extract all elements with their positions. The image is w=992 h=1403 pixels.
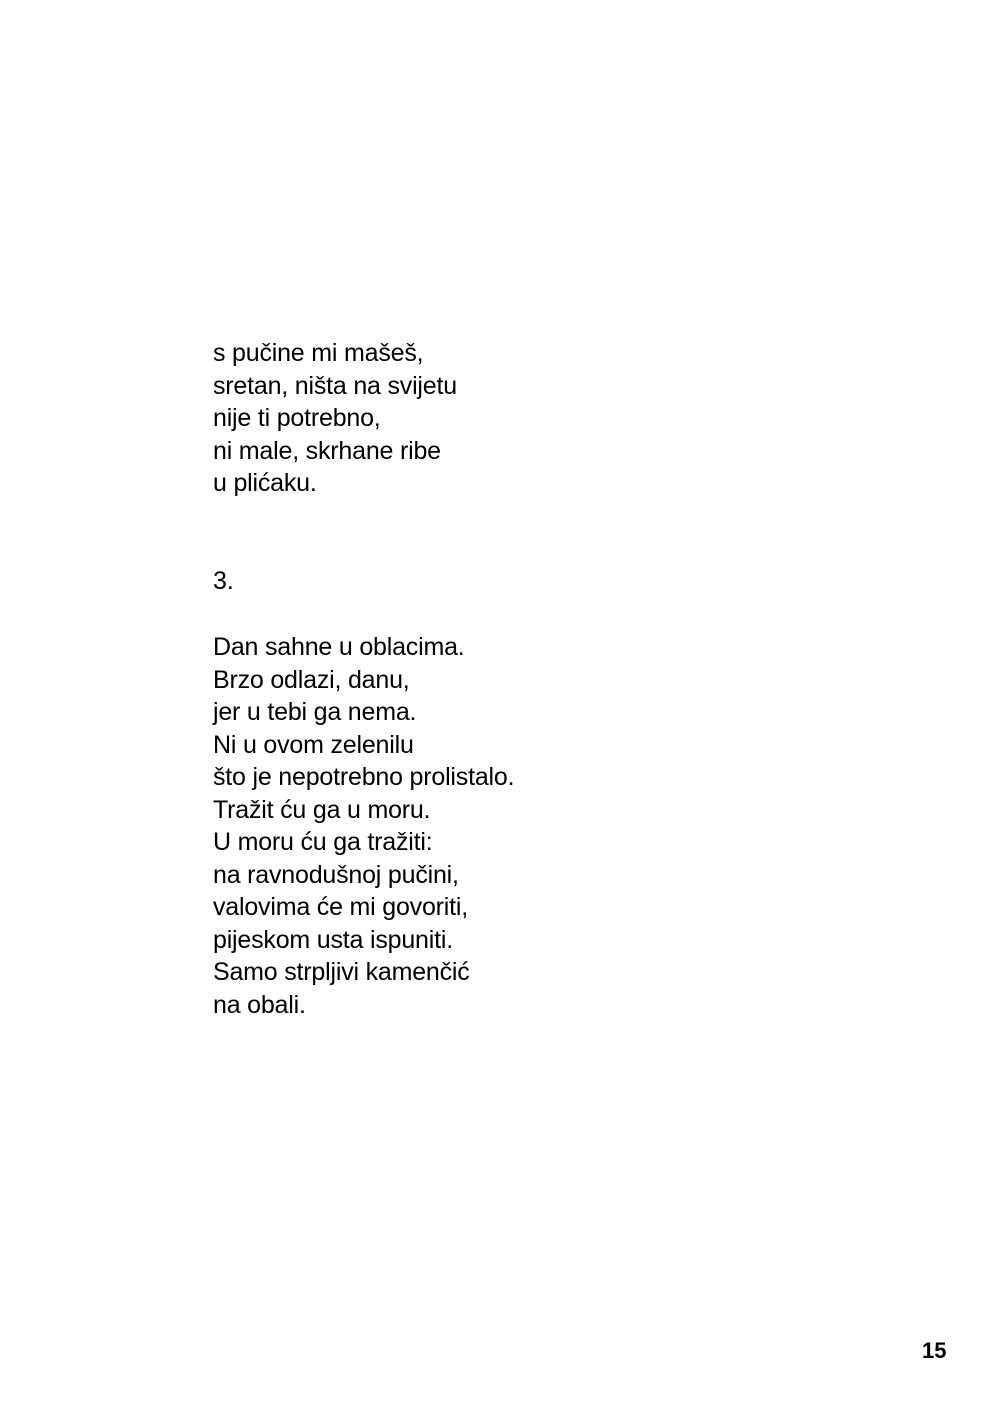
poem-line: što je nepotrebno prolistalo. <box>213 763 515 791</box>
poem-line: jer u tebi ga nema. <box>213 698 417 726</box>
poem-line: pijeskom usta ispuniti. <box>213 925 453 954</box>
page-number: 15 <box>922 1338 947 1363</box>
poem-line: Dan sahne u oblacima. <box>213 633 465 661</box>
poem-line: nije ti potrebno, <box>213 404 381 432</box>
poem-line: valovima će mi govoriti, <box>213 893 469 921</box>
poem-line: Tražit ću ga u moru. <box>213 795 431 824</box>
poem-line: na ravnodušnoj pučini, <box>213 860 459 889</box>
poem-line: na obali. <box>213 990 306 1019</box>
section-number: 3. <box>213 567 234 595</box>
poem-line: u plićaku. <box>213 469 317 497</box>
poem-line: ni male, skrhane ribe <box>213 436 441 465</box>
poem-line: sretan, ništa na svijetu <box>213 371 457 400</box>
poem-stanza-1 <box>213 337 457 500</box>
poem-line: Brzo odlazi, danu, <box>213 665 410 694</box>
poem-line: s pučine mi mašeš, <box>213 339 424 367</box>
poem-line: U moru ću ga tražiti: <box>213 828 433 856</box>
poem-line: Ni u ovom zelenilu <box>213 730 414 759</box>
poem-stanza-2 <box>213 631 514 1021</box>
poem-line: Samo strpljivi kamenčić <box>213 958 470 986</box>
